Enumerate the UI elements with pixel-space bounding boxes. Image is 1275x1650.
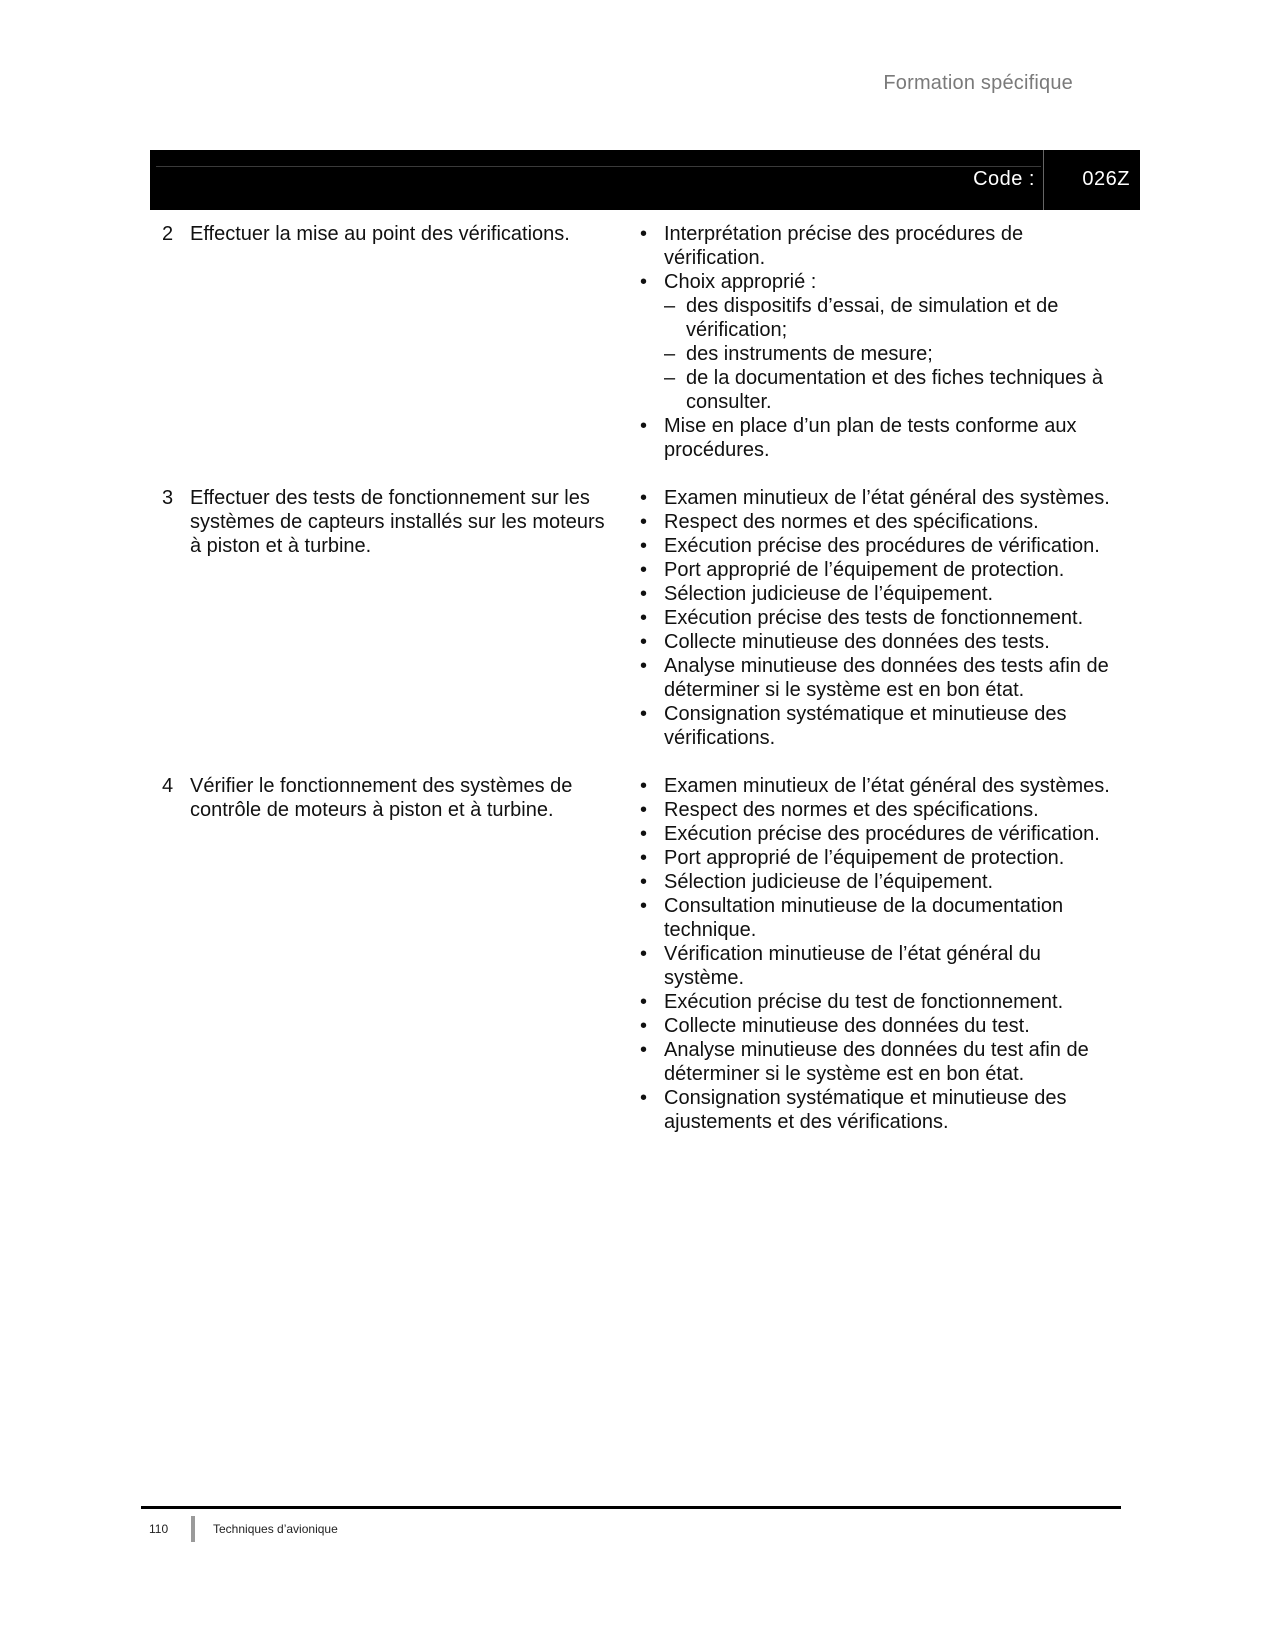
sub-item	[664, 342, 1126, 366]
bullet-icon: •	[640, 823, 648, 845]
bullet-icon: •	[640, 271, 648, 293]
criterion-text: Respect des normes et des spécifications.	[664, 511, 1039, 533]
code-label: Code :	[973, 168, 1035, 190]
bullet-icon: •	[640, 631, 648, 653]
bullet-icon: •	[640, 943, 648, 965]
criterion-text: Choix approprié :	[664, 271, 817, 293]
list-item	[636, 558, 1126, 582]
criterion-text: Vérification minutieuse de l’état général du système.	[664, 943, 1041, 989]
bullet-icon: •	[640, 415, 648, 437]
bullet-icon: •	[640, 1039, 648, 1061]
list-item	[636, 654, 1126, 702]
criterion-text: Interprétation précise des procédures de vérification.	[664, 223, 1024, 269]
element-number: 2	[162, 223, 174, 245]
list-item	[636, 222, 1126, 270]
list-item	[636, 1086, 1126, 1134]
list-item	[636, 774, 1126, 798]
list-item	[636, 510, 1126, 534]
criterion-text: Analyse minutieuse des données des tests afin de déterminer si le système est en bon état.	[664, 655, 1109, 701]
criterion-text: Analyse minutieuse des données du test afin de déterminer si le système est en bon état.	[664, 1039, 1089, 1085]
element-title: Effectuer la mise au point des vérifications.	[190, 223, 570, 245]
criterion-text: Consignation systématique et minutieuse des vérifications.	[664, 703, 1067, 749]
element-title: Vérifier le fonctionnement des systèmes de contrôle de moteurs à piston et à turbine.	[190, 775, 573, 821]
criterion-body	[664, 870, 1126, 894]
criterion-text: Exécution précise du test de fonctionnement.	[664, 991, 1064, 1013]
criterion-body	[664, 846, 1126, 870]
list-item	[636, 702, 1126, 750]
criterion-text: Collecte minutieuse des données des tests.	[664, 631, 1050, 653]
criterion-body	[664, 222, 1126, 270]
sub-item	[664, 294, 1126, 342]
list-item	[636, 1014, 1126, 1038]
list-item	[636, 582, 1126, 606]
dash-icon: –	[664, 343, 676, 365]
criterion-body	[664, 654, 1126, 702]
running-head: Formation spécifique	[883, 72, 1073, 94]
bullet-icon: •	[640, 583, 648, 605]
criterion-body	[664, 1014, 1126, 1038]
criterion-body	[664, 798, 1126, 822]
criterion-text: Exécution précise des tests de fonctionnement.	[664, 607, 1084, 629]
criteria-cell	[630, 774, 1126, 1134]
criterion-text: Examen minutieux de l’état général des systèmes.	[664, 487, 1110, 509]
bullet-icon: •	[640, 607, 648, 629]
criterion-body	[664, 1038, 1126, 1086]
list-item	[636, 894, 1126, 942]
page-number: 110	[149, 1522, 169, 1536]
criterion-body	[664, 1086, 1126, 1134]
list-item	[636, 798, 1126, 822]
list-item	[636, 486, 1126, 510]
criterion-text: Exécution précise des procédures de vérification.	[664, 535, 1100, 557]
list-item	[636, 822, 1126, 846]
criterion-body	[664, 558, 1126, 582]
criterion-text: Consultation minutieuse de la documentation technique.	[664, 895, 1064, 941]
criteria-cell	[630, 486, 1126, 750]
footer-rule	[141, 1506, 1121, 1509]
bullet-icon: •	[640, 895, 648, 917]
criterion-text: Consignation systématique et minutieuse des ajustements et des vérifications.	[664, 1087, 1067, 1133]
table-row	[150, 222, 1140, 462]
criterion-body	[664, 774, 1126, 798]
list-item	[636, 630, 1126, 654]
list-item	[636, 534, 1126, 558]
criterion-body	[664, 894, 1126, 942]
criteria-list	[636, 486, 1126, 750]
criterion-text: Collecte minutieuse des données du test.	[664, 1015, 1030, 1037]
code-bar-divider	[1043, 150, 1044, 210]
criterion-body	[664, 270, 1126, 414]
criterion-body	[664, 822, 1126, 846]
element-title: Effectuer des tests de fonctionnement sur les systèmes de capteurs installés sur les moteurs à piston et à turbine.	[190, 487, 605, 557]
criterion-body	[664, 534, 1126, 558]
bullet-icon: •	[640, 655, 648, 677]
code-bar	[150, 150, 1140, 210]
bullet-icon: •	[640, 799, 648, 821]
criterion-text: Sélection judicieuse de l’équipement.	[664, 871, 994, 893]
sub-item-text: de la documentation et des fiches techniques à consulter.	[686, 367, 1103, 413]
list-item	[636, 870, 1126, 894]
bullet-icon: •	[640, 223, 648, 245]
bullet-icon: •	[640, 871, 648, 893]
element-cell	[150, 774, 630, 1134]
bullet-icon: •	[640, 535, 648, 557]
criterion-text: Mise en place d’un plan de tests conforme aux procédures.	[664, 415, 1077, 461]
dash-icon: –	[664, 367, 676, 389]
code-bar-hairline	[156, 166, 1041, 167]
criterion-text: Exécution précise des procédures de vérification.	[664, 823, 1100, 845]
document-title: Techniques d’avionique	[213, 1522, 338, 1536]
table-row	[150, 774, 1140, 1134]
criterion-text: Port approprié de l’équipement de protection.	[664, 847, 1065, 869]
list-item	[636, 606, 1126, 630]
criteria-list	[636, 774, 1126, 1134]
criterion-body	[664, 582, 1126, 606]
bullet-icon: •	[640, 775, 648, 797]
table-row	[150, 486, 1140, 750]
criterion-text: Respect des normes et des spécifications.	[664, 799, 1039, 821]
sub-item	[664, 366, 1126, 414]
criterion-body	[664, 630, 1126, 654]
list-item	[636, 846, 1126, 870]
bullet-icon: •	[640, 1087, 648, 1109]
bullet-icon: •	[640, 991, 648, 1013]
bullet-icon: •	[640, 1015, 648, 1037]
list-item	[636, 270, 1126, 414]
element-cell	[150, 486, 630, 750]
bullet-icon: •	[640, 559, 648, 581]
element-cell	[150, 222, 630, 462]
dash-icon: –	[664, 295, 676, 317]
list-item	[636, 942, 1126, 990]
criterion-body	[664, 702, 1126, 750]
criterion-body	[664, 606, 1126, 630]
competency-table	[150, 222, 1140, 1158]
criterion-text: Sélection judicieuse de l’équipement.	[664, 583, 994, 605]
sub-item-text: des dispositifs d’essai, de simulation et de vérification;	[686, 295, 1059, 341]
footer-separator	[191, 1516, 195, 1542]
bullet-icon: •	[640, 511, 648, 533]
criterion-body	[664, 414, 1126, 462]
criterion-body	[664, 942, 1126, 990]
criteria-list	[636, 222, 1126, 462]
sub-item-text: des instruments de mesure;	[686, 343, 933, 365]
criterion-body	[664, 486, 1126, 510]
code-value: 026Z	[1082, 168, 1130, 190]
list-item	[636, 990, 1126, 1014]
criterion-body	[664, 990, 1126, 1014]
element-number: 4	[162, 775, 174, 797]
criteria-cell	[630, 222, 1126, 462]
criterion-text: Examen minutieux de l’état général des systèmes.	[664, 775, 1110, 797]
bullet-icon: •	[640, 703, 648, 725]
criterion-text: Port approprié de l’équipement de protection.	[664, 559, 1065, 581]
page-footer	[141, 1514, 338, 1544]
criterion-body	[664, 510, 1126, 534]
element-number: 3	[162, 487, 174, 509]
bullet-icon: •	[640, 847, 648, 869]
list-item	[636, 1038, 1126, 1086]
list-item	[636, 414, 1126, 462]
bullet-icon: •	[640, 487, 648, 509]
